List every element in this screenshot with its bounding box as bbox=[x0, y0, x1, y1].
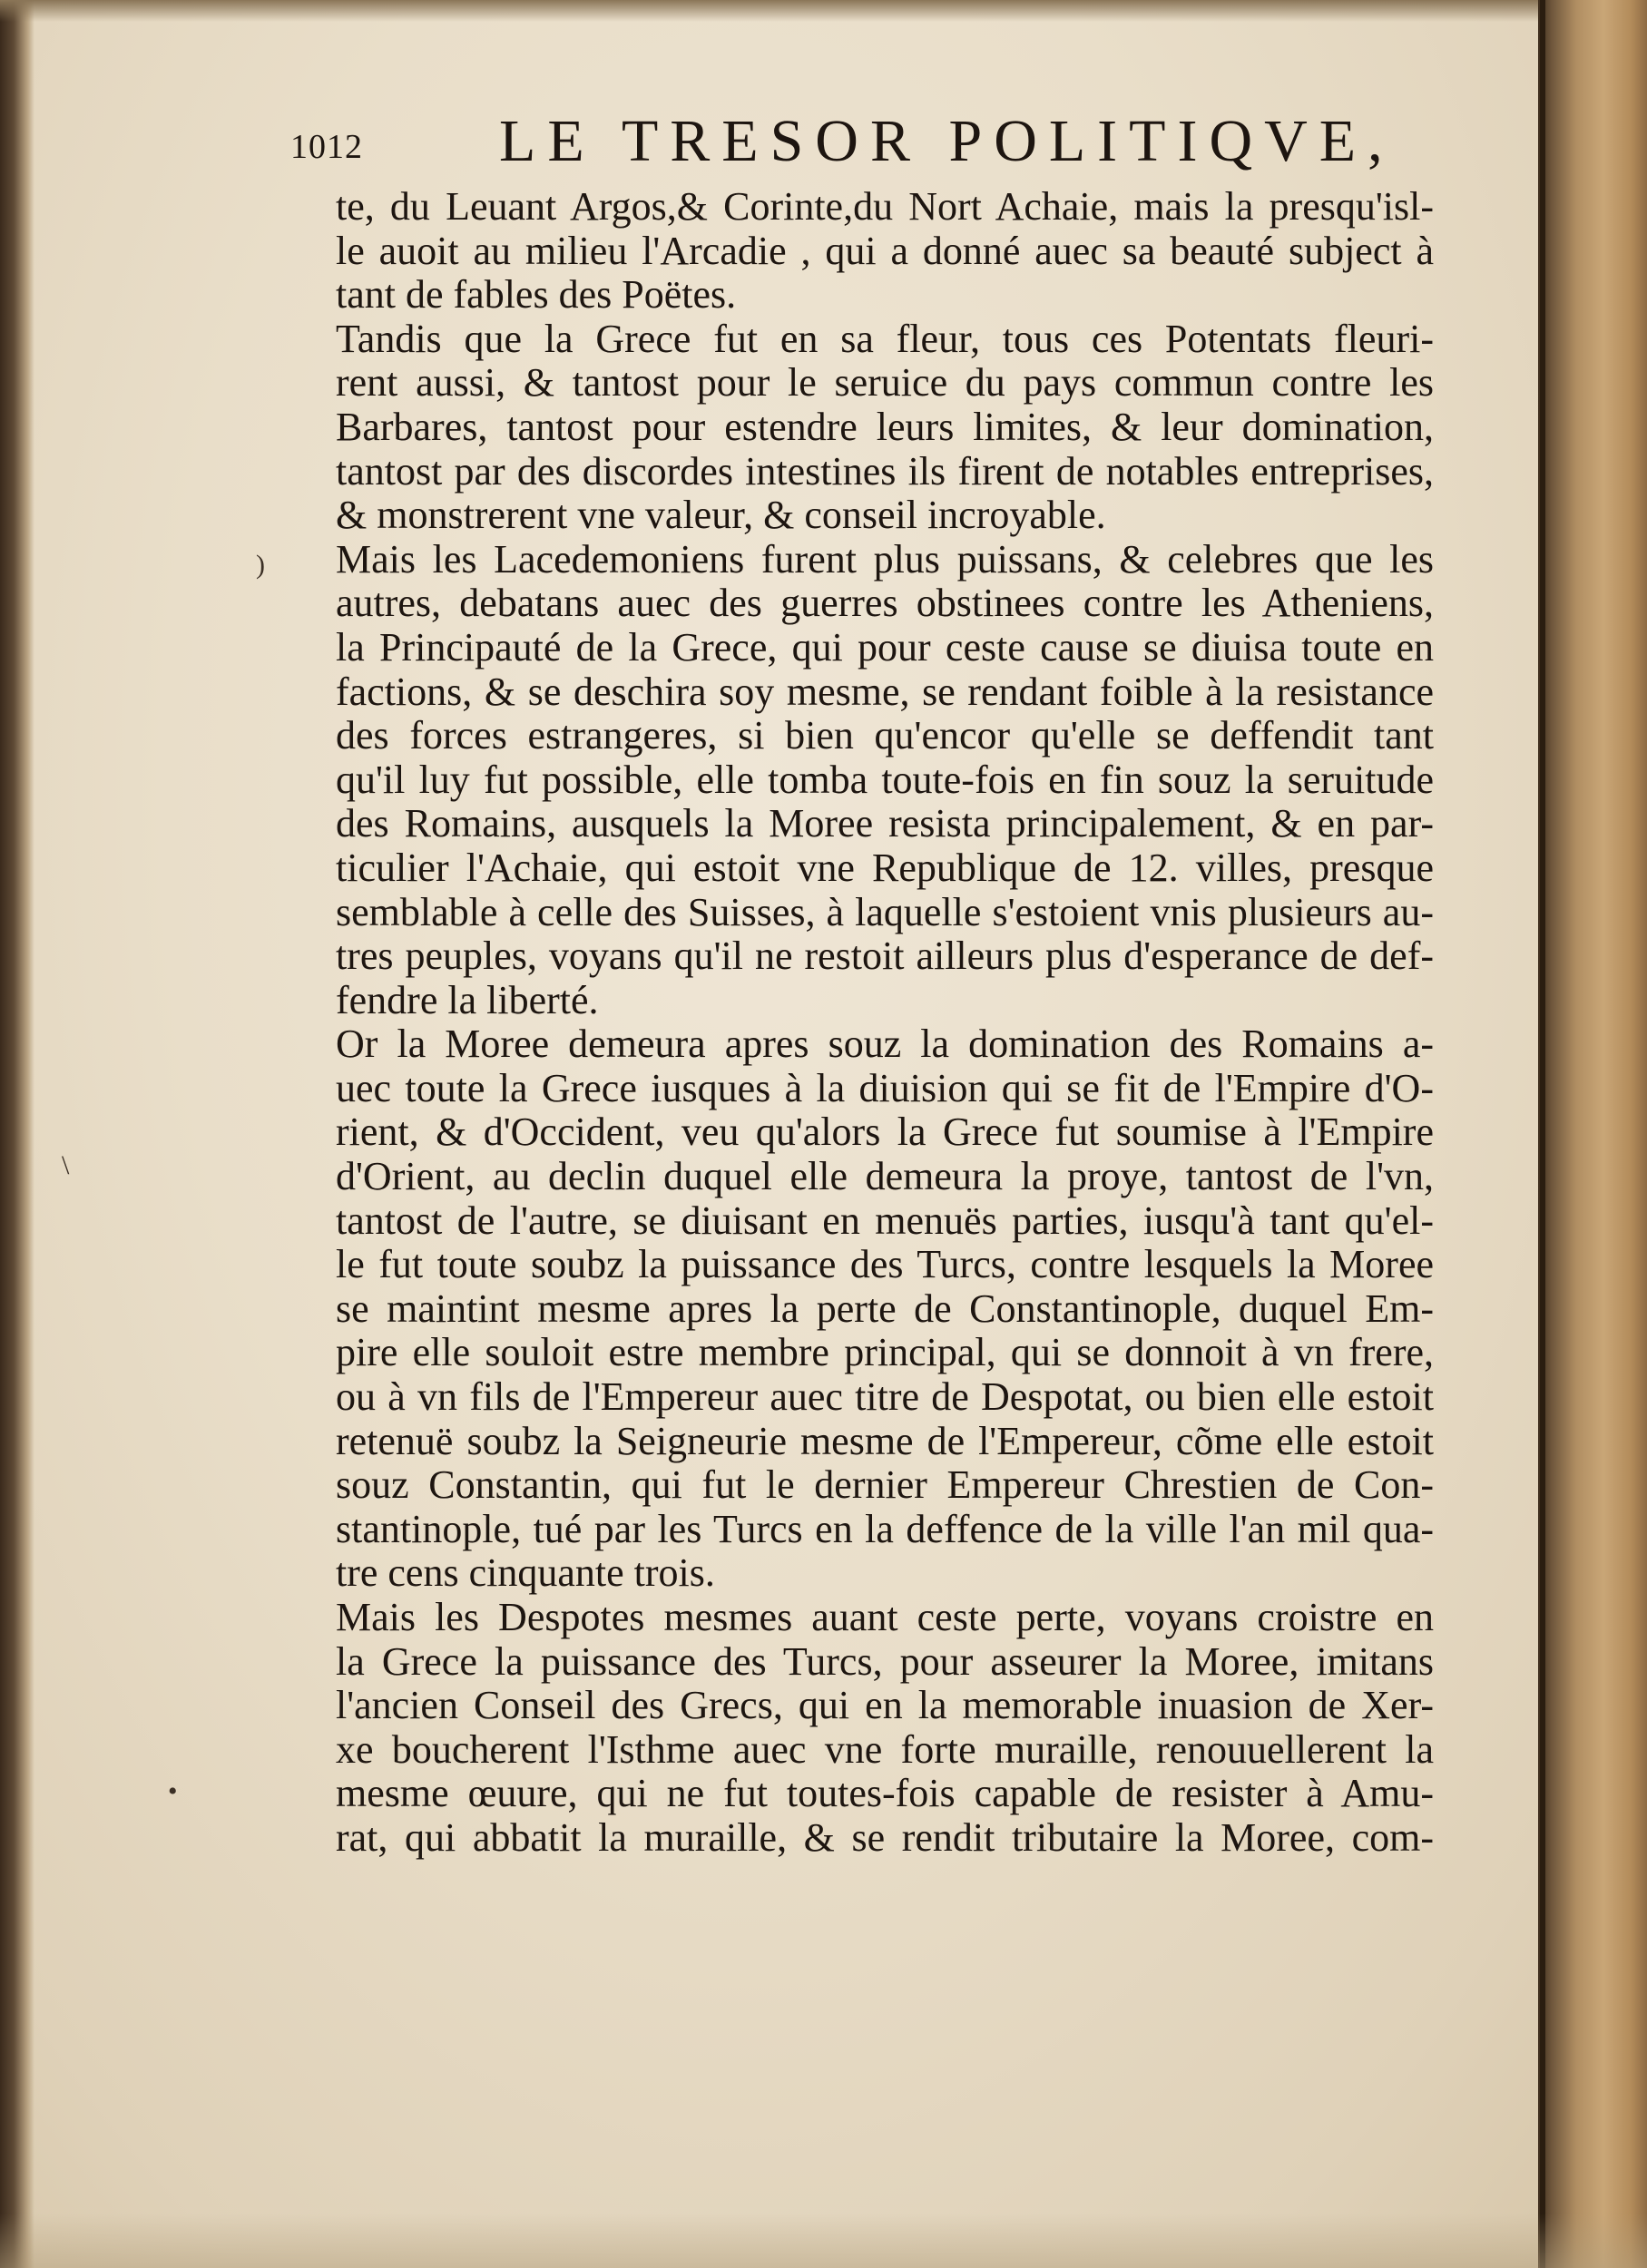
text-line: Barbares, tantost pour estendre leurs limites, & leur domination, bbox=[336, 404, 1434, 449]
book-fore-edge bbox=[1538, 0, 1647, 2268]
text-line: pire elle souloit estre membre principal, qui se donnoit à vn frere, bbox=[336, 1330, 1434, 1375]
text-line: rient, & d'Occident, veu qu'alors la Grece fut soumise à l'Empire bbox=[336, 1110, 1434, 1155]
text-line: uec toute la Grece iusques à la diuision qui se fit de l'Empire d'O- bbox=[336, 1065, 1434, 1110]
text-line: tantost par des discordes intestines ils firent de notables entreprises, bbox=[336, 448, 1434, 494]
text-line: Mais les Despotes mesmes auant ceste perte, voyans croistre en bbox=[336, 1595, 1434, 1639]
text-line: la Grece la puissance des Turcs, pour asseurer la Moree, imitans bbox=[336, 1638, 1434, 1684]
bottom-shade bbox=[0, 2214, 1647, 2268]
text-line: la Principauté de la Grece, qui pour ceste cause se diuisa toute en bbox=[336, 624, 1434, 670]
text-line: tant de fables des Poëtes. bbox=[336, 272, 737, 318]
text-line: le auoit au milieu l'Arcadie , qui a donné auec sa beauté subject à bbox=[336, 228, 1434, 273]
text-line: Mais les Lacedemoniens furent plus puissans, & celebres que les bbox=[336, 536, 1434, 582]
text-line: l'ancien Conseil des Grecs, qui en la memorable inuasion de Xer- bbox=[336, 1683, 1434, 1728]
text-line: le fut toute soubz la puissance des Turcs, contre lesquels la Moree bbox=[336, 1242, 1434, 1287]
margin-tick-mark: \ bbox=[62, 1150, 70, 1180]
text-line: stantinople, tué par les Turcs en la deffence de la ville l'an mil qua- bbox=[336, 1506, 1434, 1551]
text-line: des forces estrangeres, si bien qu'encor qu'elle se deffendit tant bbox=[336, 713, 1434, 758]
text-line: tre cens cinquante trois. bbox=[336, 1550, 715, 1596]
text-line: te, du Leuant Argos,& Corinte,du Nort Achaie, mais la presqu'isl- bbox=[336, 184, 1434, 229]
page-number: 1012 bbox=[290, 128, 363, 166]
text-line: xe boucherent l'Isthme auec vne forte muraille, renouuellerent la bbox=[336, 1726, 1434, 1772]
text-line: semblable à celle des Suisses, à laquelle s'estoient vnis plusieurs au- bbox=[336, 889, 1434, 934]
text-line: factions, & se deschira soy mesme, se rendant foible à la resistance bbox=[336, 669, 1434, 714]
text-line: se maintint mesme apres la perte de Constantinople, duquel Em- bbox=[336, 1286, 1434, 1331]
text-line: des Romains, ausquels la Moree resista principalement, & en par- bbox=[336, 801, 1434, 846]
text-line: ticulier l'Achaie, qui estoit vne Republique de 12. villes, presque bbox=[336, 845, 1434, 890]
text-line: tres peuples, voyans qu'il ne restoit ailleurs plus d'esperance de def- bbox=[336, 934, 1434, 979]
text-line: ou à vn fils de l'Empereur auec titre de Despotat, ou bien elle estoit bbox=[336, 1374, 1434, 1420]
text-line: mesme œuure, qui ne fut toutes-fois capable de resister à Amu- bbox=[336, 1771, 1434, 1816]
text-line: autres, debatans auec des guerres obstinees contre les Atheniens, bbox=[336, 581, 1434, 626]
text-line: souz Constantin, qui fut le dernier Empereur Chrestien de Con- bbox=[336, 1462, 1434, 1508]
scan-edge-left bbox=[0, 0, 34, 2268]
text-line: Or la Moree demeura apres souz la domination des Romains a- bbox=[336, 1022, 1434, 1067]
text-line: d'Orient, au declin duquel elle demeura la proye, tantost de l'vn, bbox=[336, 1154, 1434, 1199]
text-line: tantost de l'autre, se diuisant en menuës parties, iusqu'à tant qu'el- bbox=[336, 1198, 1434, 1243]
book-gutter-line bbox=[1540, 0, 1545, 2268]
text-line: Tandis que la Grece fut en sa fleur, tous ces Potentats fleuri- bbox=[336, 316, 1434, 361]
text-line: rent aussi, & tantost pour le seruice du pays commun contre les bbox=[336, 360, 1434, 406]
text-line: fendre la liberté. bbox=[336, 977, 599, 1022]
body-text bbox=[336, 185, 1434, 1861]
text-line: & monstrerent vne valeur, & conseil incroyable. bbox=[336, 493, 1106, 538]
running-head: LE TRESOR POLITIQVE, bbox=[499, 108, 1395, 174]
scan-edge-top bbox=[0, 0, 1647, 22]
text-line: retenuë soubz la Seigneurie mesme de l'Empereur, cõme elle estoit bbox=[336, 1418, 1434, 1463]
page-header bbox=[290, 107, 1470, 189]
margin-tick-mark: • bbox=[168, 1776, 178, 1806]
text-line: qu'il luy fut possible, elle tomba toute-fois en fin souz la seruitude bbox=[336, 757, 1434, 802]
text-line: rat, qui abbatit la muraille, & se rendit tributaire la Moree, com- bbox=[336, 1814, 1434, 1860]
margin-tick-mark: ) bbox=[256, 550, 265, 580]
